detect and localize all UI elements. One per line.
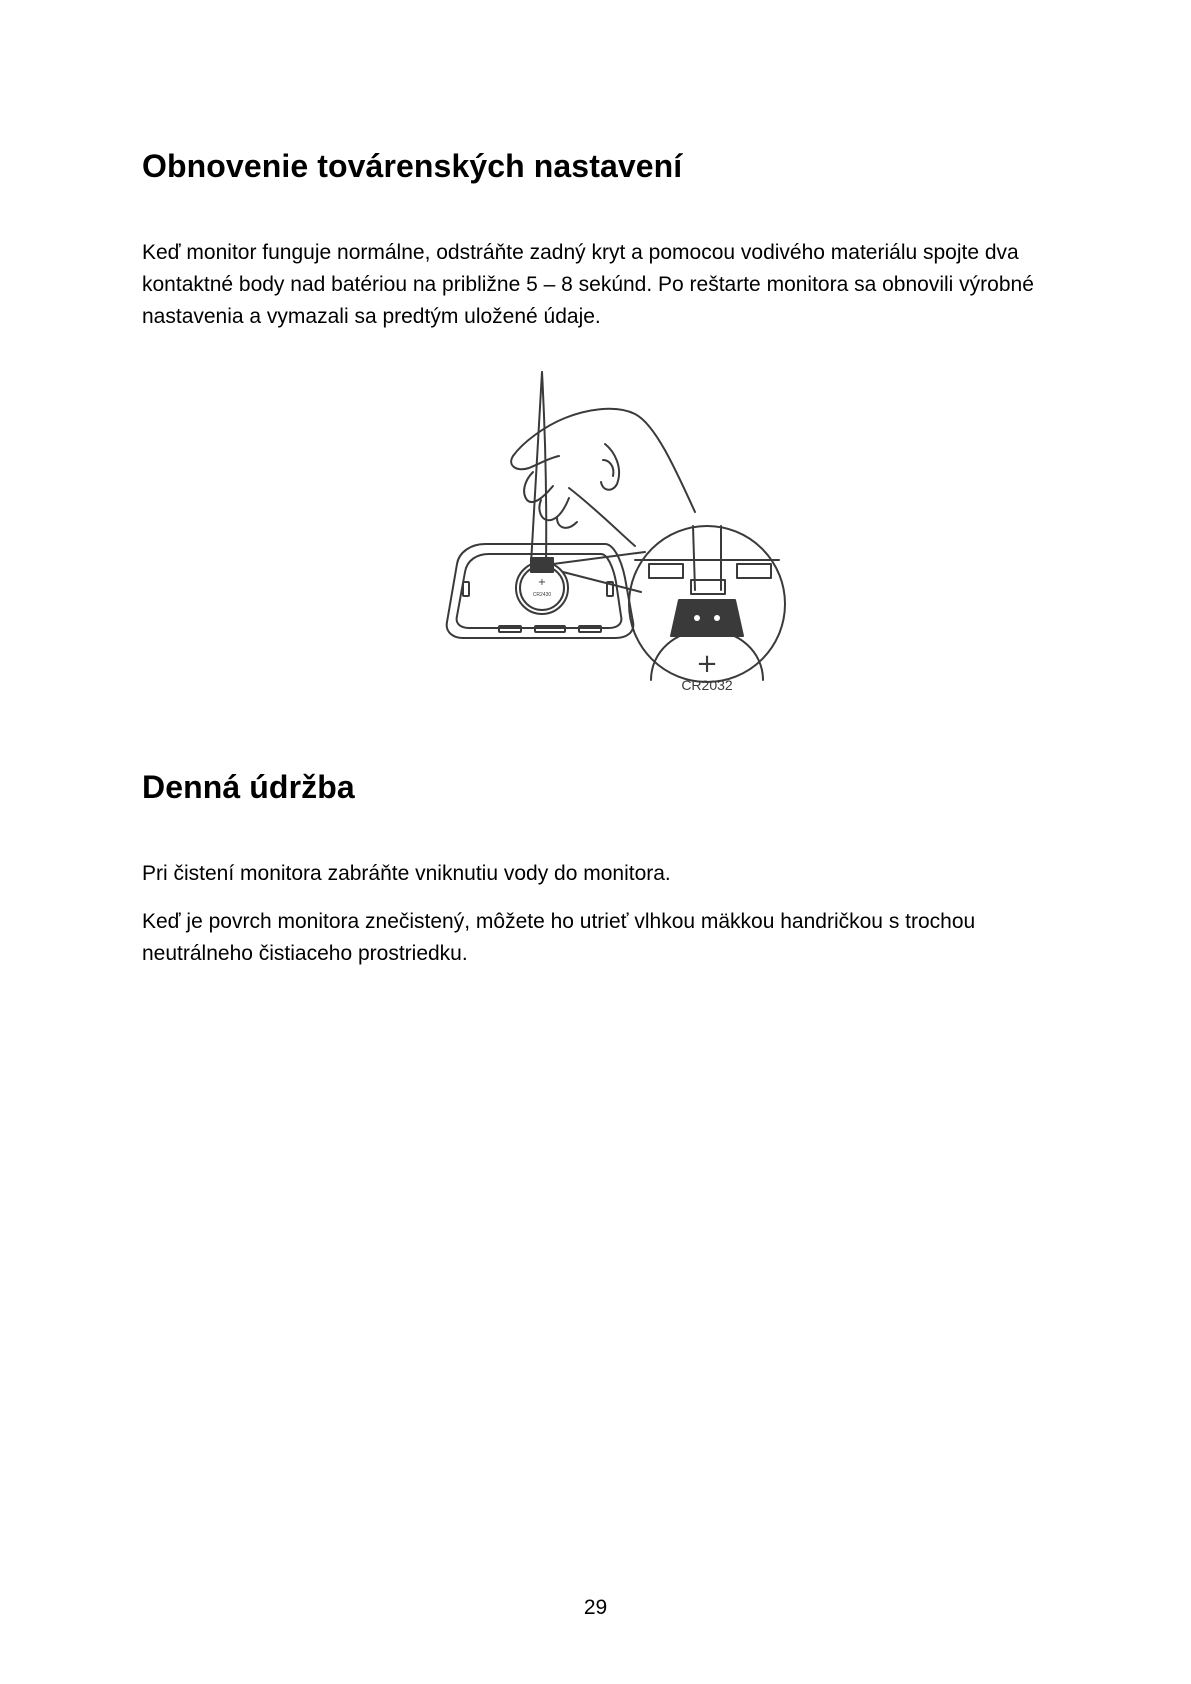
- zoom-holder-dot: [694, 615, 700, 621]
- hand-finger-2: [539, 498, 569, 520]
- device-tab: [463, 582, 469, 596]
- zoom-leader-line: [563, 572, 641, 592]
- battery-label-large: CR2032: [681, 677, 733, 693]
- reset-illustration-svg: [445, 368, 795, 728]
- page-number: 29: [583, 1596, 608, 1619]
- hand-thumb: [601, 444, 619, 490]
- zoom-pad-right: [737, 564, 771, 578]
- thumbnail: [603, 460, 613, 476]
- tweezers-left-arm: [531, 372, 542, 564]
- battery-plus-small: +: [537, 577, 547, 588]
- zoom-contact-block: [691, 580, 725, 594]
- paragraph-daily-maintenance-1: Pri čistení monitora zabráňte vniknutiu vody do monitora.: [142, 862, 671, 885]
- zoom-holder-dot: [714, 615, 720, 621]
- battery-plus-large: +: [696, 649, 718, 679]
- battery-contacts-small: [531, 558, 553, 572]
- paragraph-factory-reset: Keď monitor funguje normálne, odstráňte zadný kryt a pomocou vodivého materiálu spojte dva kontaktné body nad batériou na približne 5 – 8 sekúnd. Po reštarte monitora sa obnovili výrobné nastavenia a vymazali sa predtým uložené údaje.: [142, 241, 1034, 328]
- section-heading-factory-reset: Obnovenie továrenských nastavení: [142, 148, 683, 184]
- paragraph-daily-maintenance-2: Keď je povrch monitora znečistený, môžete ho utrieť vlhkou mäkkou handričkou s trochou neutrálneho čistiaceho prostriedku.: [142, 910, 976, 965]
- reset-illustration: [445, 368, 795, 728]
- hand-wrist: [569, 488, 635, 546]
- tweezers-right-arm: [542, 372, 546, 564]
- battery-label-small: CR2430: [532, 592, 552, 598]
- zoom-pad-left: [649, 564, 683, 578]
- hand-finger-1: [524, 472, 553, 502]
- hand-finger-3: [557, 518, 577, 528]
- section-heading-daily-maintenance: Denná údržba: [142, 769, 355, 805]
